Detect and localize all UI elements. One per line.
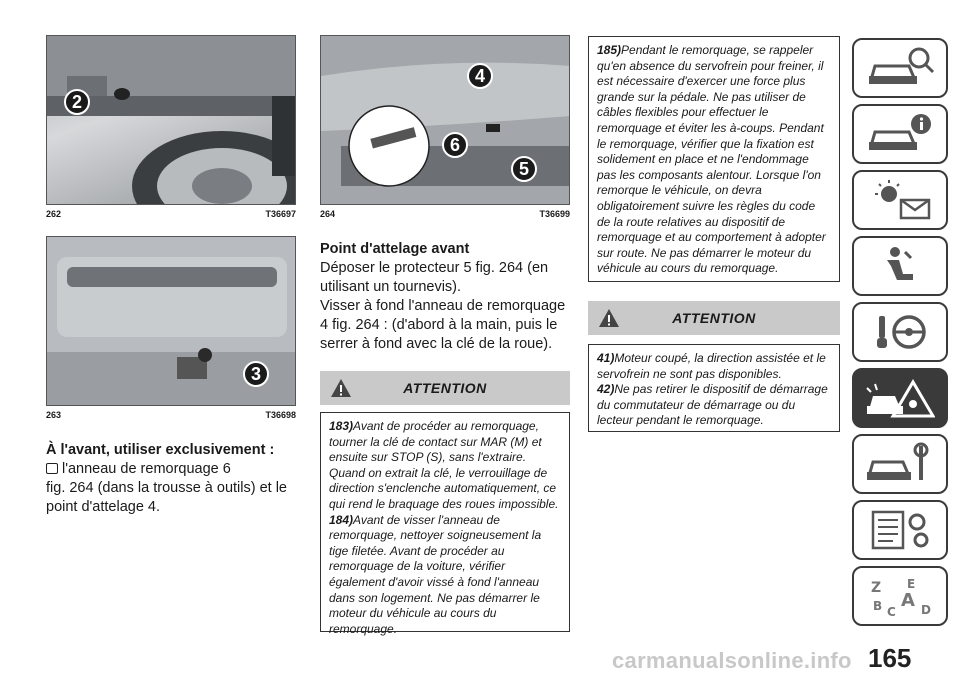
figure-code: T36698 [265,410,296,420]
note-number: 185) [597,43,622,57]
svg-text:C: C [887,605,896,618]
figure-code: T36699 [539,209,570,219]
note-text: Ne pas retirer le dispositif de démarrage du commutateur de démarrage ou du lecteur pendant le remorquage. [597,382,828,428]
note-number: 183) [329,419,354,433]
attention-notes-box [588,344,840,432]
figure-264-label [320,209,570,219]
checkbox-bullet-icon [46,463,58,474]
sidebar-tab-maintenance[interactable] [852,434,948,494]
note-text: Avant de visser l'anneau de remorquage, nettoyer soigneusement la tige filetée. Avant de procéder au remorquage de la voiture, vérifier également d'avoir vissé à fond l'anneau dans son logement. Ne pas démarrer le moteur du véhicule au cours du remorquage. [329,512,542,636]
watermark: carmanualsonline.info [612,648,852,673]
svg-text:B: B [873,599,883,613]
section-heading-front-tow: Point d'attelage avant [320,241,470,257]
figure-263-image [46,236,296,406]
note-item [597,351,831,382]
attention-notes-box [320,412,570,636]
note-item [597,43,831,277]
warning-triangle-icon [330,378,352,398]
car-info-icon [865,112,935,156]
note-text: Moteur coupé, la direction assistée et le servofrein ne sont pas disponibles. [597,351,826,381]
svg-text:Z: Z [871,580,882,596]
figure-264-image [320,35,570,205]
body-text: fig. 264 (dans la trousse à outils) et le point d'attelage 4. [46,480,287,515]
note-item [597,382,831,429]
note-text: Avant de procéder au remorquage, tourner la clé de contact sur MAR (M) et ensuite sur STOP (S), sans l'extraire. Quand on extrait la clé, le verrouillage de direction s'enclenche automatiquement, ce qui rend le braquage des roues impossible. [329,419,559,511]
alphabetical-index-icon [865,574,935,618]
sidebar-tab-car-info[interactable] [852,104,948,164]
page-number: 165 [868,643,912,673]
callout-5: 5 [511,156,537,182]
callout-6: 6 [442,132,468,158]
sidebar-tab-car-search[interactable] [852,38,948,98]
section-heading-front: À l'avant, utiliser exclusivement : [46,442,275,458]
figure-262-label [46,209,296,219]
figure-code: T36697 [265,209,296,219]
note-number: 184) [329,512,354,527]
callout-2: 2 [64,89,90,115]
attention-title: ATTENTION [403,380,487,396]
warning-triangle-icon [598,308,620,328]
body-text-2: Visser à fond l'anneau de remorquage 4 fig. 264 : (d'abord à la main, puis le serrer à fond avec la clé de la roue). [320,298,566,352]
bullet-text: l'anneau de remorquage 6 [62,461,231,477]
note-item [329,513,561,638]
top-note-box [588,36,840,282]
note-number: 41) [597,351,615,365]
bullet-item [46,460,306,479]
figure-number: 263 [46,410,62,420]
attention-title: ATTENTION [672,310,756,326]
front-bumper-illustration [321,36,570,205]
spare-wheel-illustration [47,36,296,205]
sidebar-tab-index[interactable] [852,566,948,626]
attention-header [588,301,840,335]
car-search-icon [865,46,935,90]
sidebar-tab-technical-data[interactable] [852,500,948,560]
body-text-1: Déposer le protecteur 5 fig. 264 (en utilisant un tournevis). [320,260,549,295]
sidebar-tab-seat-airbag[interactable] [852,236,948,296]
figure-number: 262 [46,209,62,219]
callout-3: 3 [243,361,269,387]
attention-header [320,371,570,405]
sidebar-tab-key-steering[interactable] [852,302,948,362]
svg-text:D: D [921,603,931,617]
car-emergency-icon [865,376,935,420]
note-text: Pendant le remorquage, se rappeler qu'en absence du servofrein pour freiner, il est nécessaire d'exercer une force plus grande sur la pédale. Ne pas utiliser de câbles flexibles pour effectuer le remorquage et éviter les à-coups. Pendant le remorquage, vérifier que la fixation est solidement en place et ne l'endommage pas les composants alentour. Lorsque l'on remorque le véhicule, on devra obligatoirement suivre les règles du code de la route relatives au dispositif de remorquage et au comportement à adopter sur route. Ne pas démarrer le moteur du véhicule au cours du remorquage. [597,43,826,276]
key-steering-wheel-icon [865,310,935,354]
warning-lights-icon [865,178,935,222]
note-number: 42) [597,382,615,397]
seat-airbag-icon [865,244,935,288]
svg-text:A: A [901,590,915,611]
technical-data-icon [865,508,935,552]
car-maintenance-icon [865,442,935,486]
callout-4: 4 [467,63,493,89]
figure-number: 264 [320,209,336,219]
sidebar-tab-warning-lights[interactable] [852,170,948,230]
figure-263-label [46,410,296,420]
note-item [329,419,561,513]
svg-text:E: E [907,577,916,591]
sidebar-tab-emergency[interactable] [852,368,948,428]
figure-262-image [46,35,296,205]
